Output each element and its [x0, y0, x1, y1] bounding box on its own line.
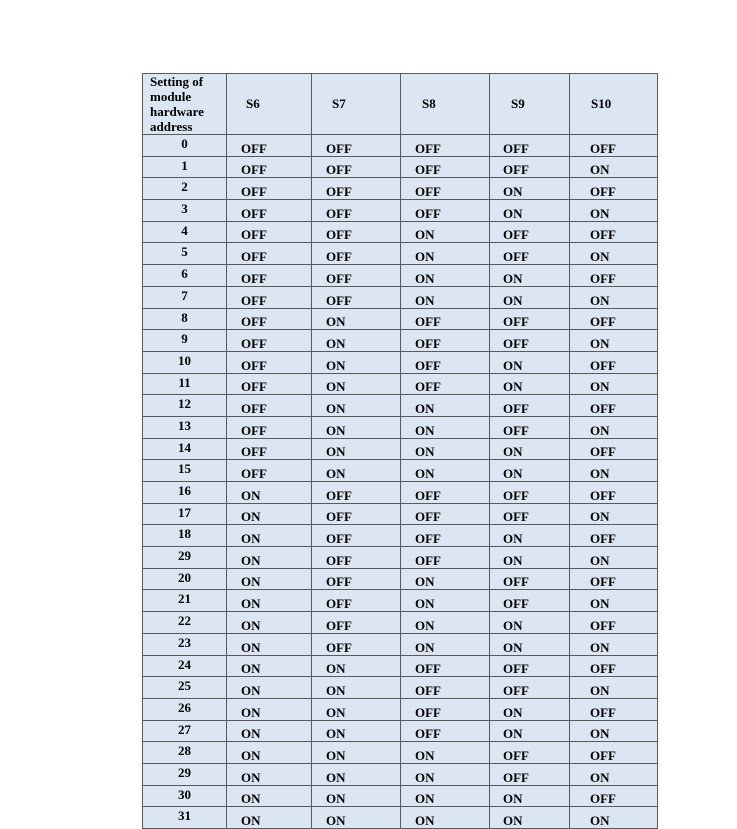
switch-state-cell: OFF: [401, 655, 490, 677]
switch-state-cell: OFF: [570, 308, 658, 330]
switch-state-cell: ON: [227, 742, 312, 764]
switch-state-cell: ON: [312, 330, 401, 352]
switch-state-cell: ON: [227, 785, 312, 807]
switch-state-cell: ON: [401, 763, 490, 785]
switch-state-cell: ON: [312, 720, 401, 742]
address-cell: 23: [143, 633, 227, 655]
switch-state-cell: OFF: [227, 308, 312, 330]
switch-state-cell: OFF: [570, 395, 658, 417]
switch-state-cell: OFF: [401, 178, 490, 200]
switch-state-cell: OFF: [312, 200, 401, 222]
switch-state-cell: ON: [570, 416, 658, 438]
address-cell: 11: [143, 373, 227, 395]
address-cell: 20: [143, 568, 227, 590]
switch-state-cell: ON: [227, 568, 312, 590]
switch-state-cell: OFF: [401, 720, 490, 742]
switch-state-cell: ON: [570, 807, 658, 829]
switch-state-cell: ON: [227, 547, 312, 569]
switch-state-cell: ON: [401, 612, 490, 634]
switch-state-cell: OFF: [570, 135, 658, 157]
address-cell: 30: [143, 785, 227, 807]
header-line: address: [150, 119, 193, 134]
address-cell: 8: [143, 308, 227, 330]
switch-state-cell: ON: [570, 373, 658, 395]
switch-state-cell: ON: [490, 698, 570, 720]
table-row: [143, 503, 658, 525]
switch-state-cell: OFF: [312, 482, 401, 504]
switch-state-cell: ON: [490, 351, 570, 373]
switch-state-cell: OFF: [570, 438, 658, 460]
table-row: [143, 200, 658, 222]
switch-state-cell: OFF: [570, 351, 658, 373]
address-cell: 0: [143, 135, 227, 157]
switch-state-cell: ON: [401, 633, 490, 655]
switch-state-cell: ON: [312, 763, 401, 785]
switch-state-cell: ON: [490, 178, 570, 200]
address-cell: 22: [143, 612, 227, 634]
switch-state-cell: ON: [227, 807, 312, 829]
switch-state-cell: OFF: [490, 655, 570, 677]
table-row: [143, 308, 658, 330]
switch-state-cell: ON: [401, 243, 490, 265]
switch-state-cell: OFF: [570, 265, 658, 287]
header-line: hardware: [150, 104, 204, 119]
switch-state-cell: ON: [312, 698, 401, 720]
switch-state-cell: OFF: [312, 568, 401, 590]
switch-state-cell: ON: [490, 720, 570, 742]
switch-state-cell: ON: [570, 286, 658, 308]
address-cell: 21: [143, 590, 227, 612]
address-cell: 16: [143, 482, 227, 504]
address-cell: 9: [143, 330, 227, 352]
switch-state-cell: ON: [227, 633, 312, 655]
switch-state-cell: ON: [570, 460, 658, 482]
address-cell: 12: [143, 395, 227, 417]
switch-state-cell: ON: [227, 720, 312, 742]
switch-state-cell: OFF: [570, 525, 658, 547]
switch-state-cell: OFF: [401, 308, 490, 330]
switch-state-cell: ON: [490, 265, 570, 287]
header-s7: S7: [312, 74, 401, 135]
table-row: [143, 655, 658, 677]
switch-state-cell: OFF: [490, 221, 570, 243]
switch-state-cell: ON: [490, 633, 570, 655]
switch-state-cell: ON: [312, 742, 401, 764]
switch-state-cell: OFF: [490, 677, 570, 699]
switch-state-cell: OFF: [312, 135, 401, 157]
switch-state-cell: ON: [401, 286, 490, 308]
header-s6: S6: [227, 74, 312, 135]
address-cell: 3: [143, 200, 227, 222]
table-row: [143, 265, 658, 287]
switch-state-cell: OFF: [227, 460, 312, 482]
switch-state-cell: ON: [227, 503, 312, 525]
switch-state-cell: ON: [312, 807, 401, 829]
switch-state-cell: ON: [312, 655, 401, 677]
switch-state-cell: ON: [312, 677, 401, 699]
switch-state-cell: ON: [401, 807, 490, 829]
switch-state-cell: ON: [570, 633, 658, 655]
switch-state-cell: ON: [570, 763, 658, 785]
switch-state-cell: ON: [490, 785, 570, 807]
table-row: [143, 135, 658, 157]
switch-state-cell: OFF: [570, 698, 658, 720]
switch-state-cell: OFF: [227, 243, 312, 265]
switch-state-cell: ON: [312, 438, 401, 460]
switch-state-cell: OFF: [570, 742, 658, 764]
switch-state-cell: ON: [490, 547, 570, 569]
switch-state-cell: OFF: [227, 200, 312, 222]
switch-state-cell: OFF: [401, 373, 490, 395]
address-cell: 10: [143, 351, 227, 373]
switch-state-cell: OFF: [490, 503, 570, 525]
table-row: [143, 330, 658, 352]
switch-state-cell: ON: [490, 286, 570, 308]
switch-state-cell: OFF: [227, 156, 312, 178]
switch-state-cell: OFF: [490, 482, 570, 504]
switch-state-cell: OFF: [401, 482, 490, 504]
address-cell: 31: [143, 807, 227, 829]
switch-state-cell: ON: [401, 221, 490, 243]
switch-state-cell: ON: [490, 438, 570, 460]
switch-state-cell: OFF: [312, 156, 401, 178]
switch-state-cell: ON: [312, 460, 401, 482]
switch-state-cell: OFF: [570, 655, 658, 677]
switch-state-cell: ON: [570, 200, 658, 222]
switch-state-cell: OFF: [227, 373, 312, 395]
switch-state-cell: OFF: [570, 482, 658, 504]
switch-state-cell: ON: [401, 438, 490, 460]
table-row: [143, 568, 658, 590]
address-cell: 18: [143, 525, 227, 547]
address-cell: 15: [143, 460, 227, 482]
switch-state-cell: ON: [401, 265, 490, 287]
switch-state-cell: OFF: [401, 525, 490, 547]
table-row: [143, 286, 658, 308]
switch-state-cell: OFF: [227, 265, 312, 287]
switch-state-cell: ON: [312, 785, 401, 807]
table-row: [143, 677, 658, 699]
table-row: [143, 633, 658, 655]
table-row: [143, 395, 658, 417]
address-cell: 1: [143, 156, 227, 178]
address-cell: 24: [143, 655, 227, 677]
table-row: [143, 547, 658, 569]
switch-state-cell: OFF: [490, 568, 570, 590]
switch-state-cell: OFF: [401, 156, 490, 178]
switch-state-cell: ON: [570, 243, 658, 265]
switch-state-cell: OFF: [490, 590, 570, 612]
switch-state-cell: OFF: [401, 698, 490, 720]
switch-state-cell: OFF: [227, 395, 312, 417]
switch-state-cell: OFF: [570, 221, 658, 243]
header-s9: S9: [490, 74, 570, 135]
table-row: [143, 482, 658, 504]
switch-state-cell: OFF: [312, 265, 401, 287]
switch-state-cell: OFF: [227, 178, 312, 200]
table-row: [143, 373, 658, 395]
switch-state-cell: OFF: [227, 135, 312, 157]
table-row: [143, 438, 658, 460]
switch-state-cell: ON: [490, 200, 570, 222]
switch-state-cell: ON: [227, 482, 312, 504]
switch-state-cell: OFF: [312, 590, 401, 612]
address-cell: 2: [143, 178, 227, 200]
switch-state-cell: OFF: [312, 243, 401, 265]
switch-state-cell: OFF: [570, 178, 658, 200]
table-row: [143, 742, 658, 764]
table-row: [143, 763, 658, 785]
table-row: [143, 807, 658, 829]
address-cell: 26: [143, 698, 227, 720]
switch-state-cell: ON: [227, 677, 312, 699]
switch-state-cell: ON: [401, 416, 490, 438]
switch-state-cell: ON: [312, 373, 401, 395]
table-row: [143, 460, 658, 482]
switch-state-cell: OFF: [401, 330, 490, 352]
switch-state-cell: ON: [490, 525, 570, 547]
switch-state-cell: OFF: [401, 135, 490, 157]
switch-state-cell: OFF: [401, 547, 490, 569]
switch-state-cell: OFF: [401, 677, 490, 699]
table-row: [143, 590, 658, 612]
switch-state-cell: OFF: [312, 178, 401, 200]
switch-state-cell: OFF: [401, 503, 490, 525]
table-row: [143, 785, 658, 807]
switch-state-cell: ON: [401, 395, 490, 417]
table-row: [143, 221, 658, 243]
switch-state-cell: OFF: [490, 156, 570, 178]
switch-state-cell: ON: [312, 395, 401, 417]
table-row: [143, 525, 658, 547]
switch-state-cell: ON: [312, 416, 401, 438]
switch-state-cell: OFF: [401, 200, 490, 222]
switch-state-cell: ON: [227, 525, 312, 547]
switch-state-cell: ON: [570, 330, 658, 352]
switch-state-cell: OFF: [312, 547, 401, 569]
switch-state-cell: ON: [227, 698, 312, 720]
switch-state-cell: ON: [570, 503, 658, 525]
address-cell: 7: [143, 286, 227, 308]
table-row: [143, 156, 658, 178]
switch-state-cell: ON: [227, 612, 312, 634]
address-cell: 4: [143, 221, 227, 243]
switch-state-cell: ON: [490, 460, 570, 482]
table-row: [143, 612, 658, 634]
switch-state-cell: OFF: [490, 395, 570, 417]
table-row: [143, 416, 658, 438]
switch-state-cell: OFF: [490, 330, 570, 352]
header-s10: S10: [570, 74, 658, 135]
switch-state-cell: OFF: [490, 243, 570, 265]
switch-state-cell: OFF: [312, 612, 401, 634]
table-row: [143, 720, 658, 742]
switch-state-cell: ON: [401, 785, 490, 807]
switch-state-cell: OFF: [490, 416, 570, 438]
address-cell: 17: [143, 503, 227, 525]
header-address-setting: [143, 74, 227, 135]
address-cell: 6: [143, 265, 227, 287]
switch-state-cell: ON: [570, 590, 658, 612]
switch-state-cell: OFF: [490, 308, 570, 330]
switch-state-cell: OFF: [227, 221, 312, 243]
switch-state-cell: ON: [401, 460, 490, 482]
header-line: Setting of: [150, 74, 204, 89]
header-row: [143, 74, 658, 135]
switch-state-cell: OFF: [570, 612, 658, 634]
switch-state-cell: OFF: [312, 633, 401, 655]
table-row: [143, 698, 658, 720]
switch-state-cell: OFF: [227, 416, 312, 438]
switch-state-cell: OFF: [227, 330, 312, 352]
address-cell: 28: [143, 742, 227, 764]
switch-state-cell: OFF: [312, 221, 401, 243]
switch-state-cell: ON: [570, 547, 658, 569]
switch-state-cell: ON: [401, 568, 490, 590]
address-cell: 14: [143, 438, 227, 460]
switch-state-cell: ON: [570, 720, 658, 742]
switch-state-cell: ON: [401, 742, 490, 764]
switch-state-cell: OFF: [570, 785, 658, 807]
address-cell: 25: [143, 677, 227, 699]
address-cell: 29: [143, 763, 227, 785]
address-cell: 13: [143, 416, 227, 438]
table-row: [143, 351, 658, 373]
switch-state-cell: OFF: [227, 286, 312, 308]
switch-state-cell: ON: [490, 807, 570, 829]
switch-state-cell: ON: [227, 763, 312, 785]
table-body: [143, 135, 658, 829]
switch-state-cell: ON: [401, 590, 490, 612]
address-cell: 27: [143, 720, 227, 742]
switch-state-cell: OFF: [227, 351, 312, 373]
switch-state-cell: OFF: [490, 763, 570, 785]
switch-state-cell: ON: [570, 156, 658, 178]
table-row: [143, 178, 658, 200]
address-cell: 29: [143, 547, 227, 569]
switch-state-cell: ON: [312, 351, 401, 373]
address-settings-table: [142, 73, 658, 829]
header-s8: S8: [401, 74, 490, 135]
switch-state-cell: OFF: [312, 503, 401, 525]
table-row: [143, 243, 658, 265]
switch-state-cell: ON: [490, 612, 570, 634]
header-line: module: [150, 89, 192, 104]
switch-state-cell: ON: [312, 308, 401, 330]
switch-state-cell: OFF: [490, 135, 570, 157]
address-cell: 5: [143, 243, 227, 265]
switch-state-cell: OFF: [227, 438, 312, 460]
switch-state-cell: ON: [227, 590, 312, 612]
switch-state-cell: OFF: [401, 351, 490, 373]
table-header: [143, 74, 658, 135]
switch-state-cell: OFF: [312, 525, 401, 547]
switch-state-cell: ON: [570, 677, 658, 699]
switch-state-cell: ON: [227, 655, 312, 677]
switch-state-cell: OFF: [490, 742, 570, 764]
switch-state-cell: OFF: [312, 286, 401, 308]
switch-state-cell: ON: [490, 373, 570, 395]
switch-state-cell: OFF: [570, 568, 658, 590]
